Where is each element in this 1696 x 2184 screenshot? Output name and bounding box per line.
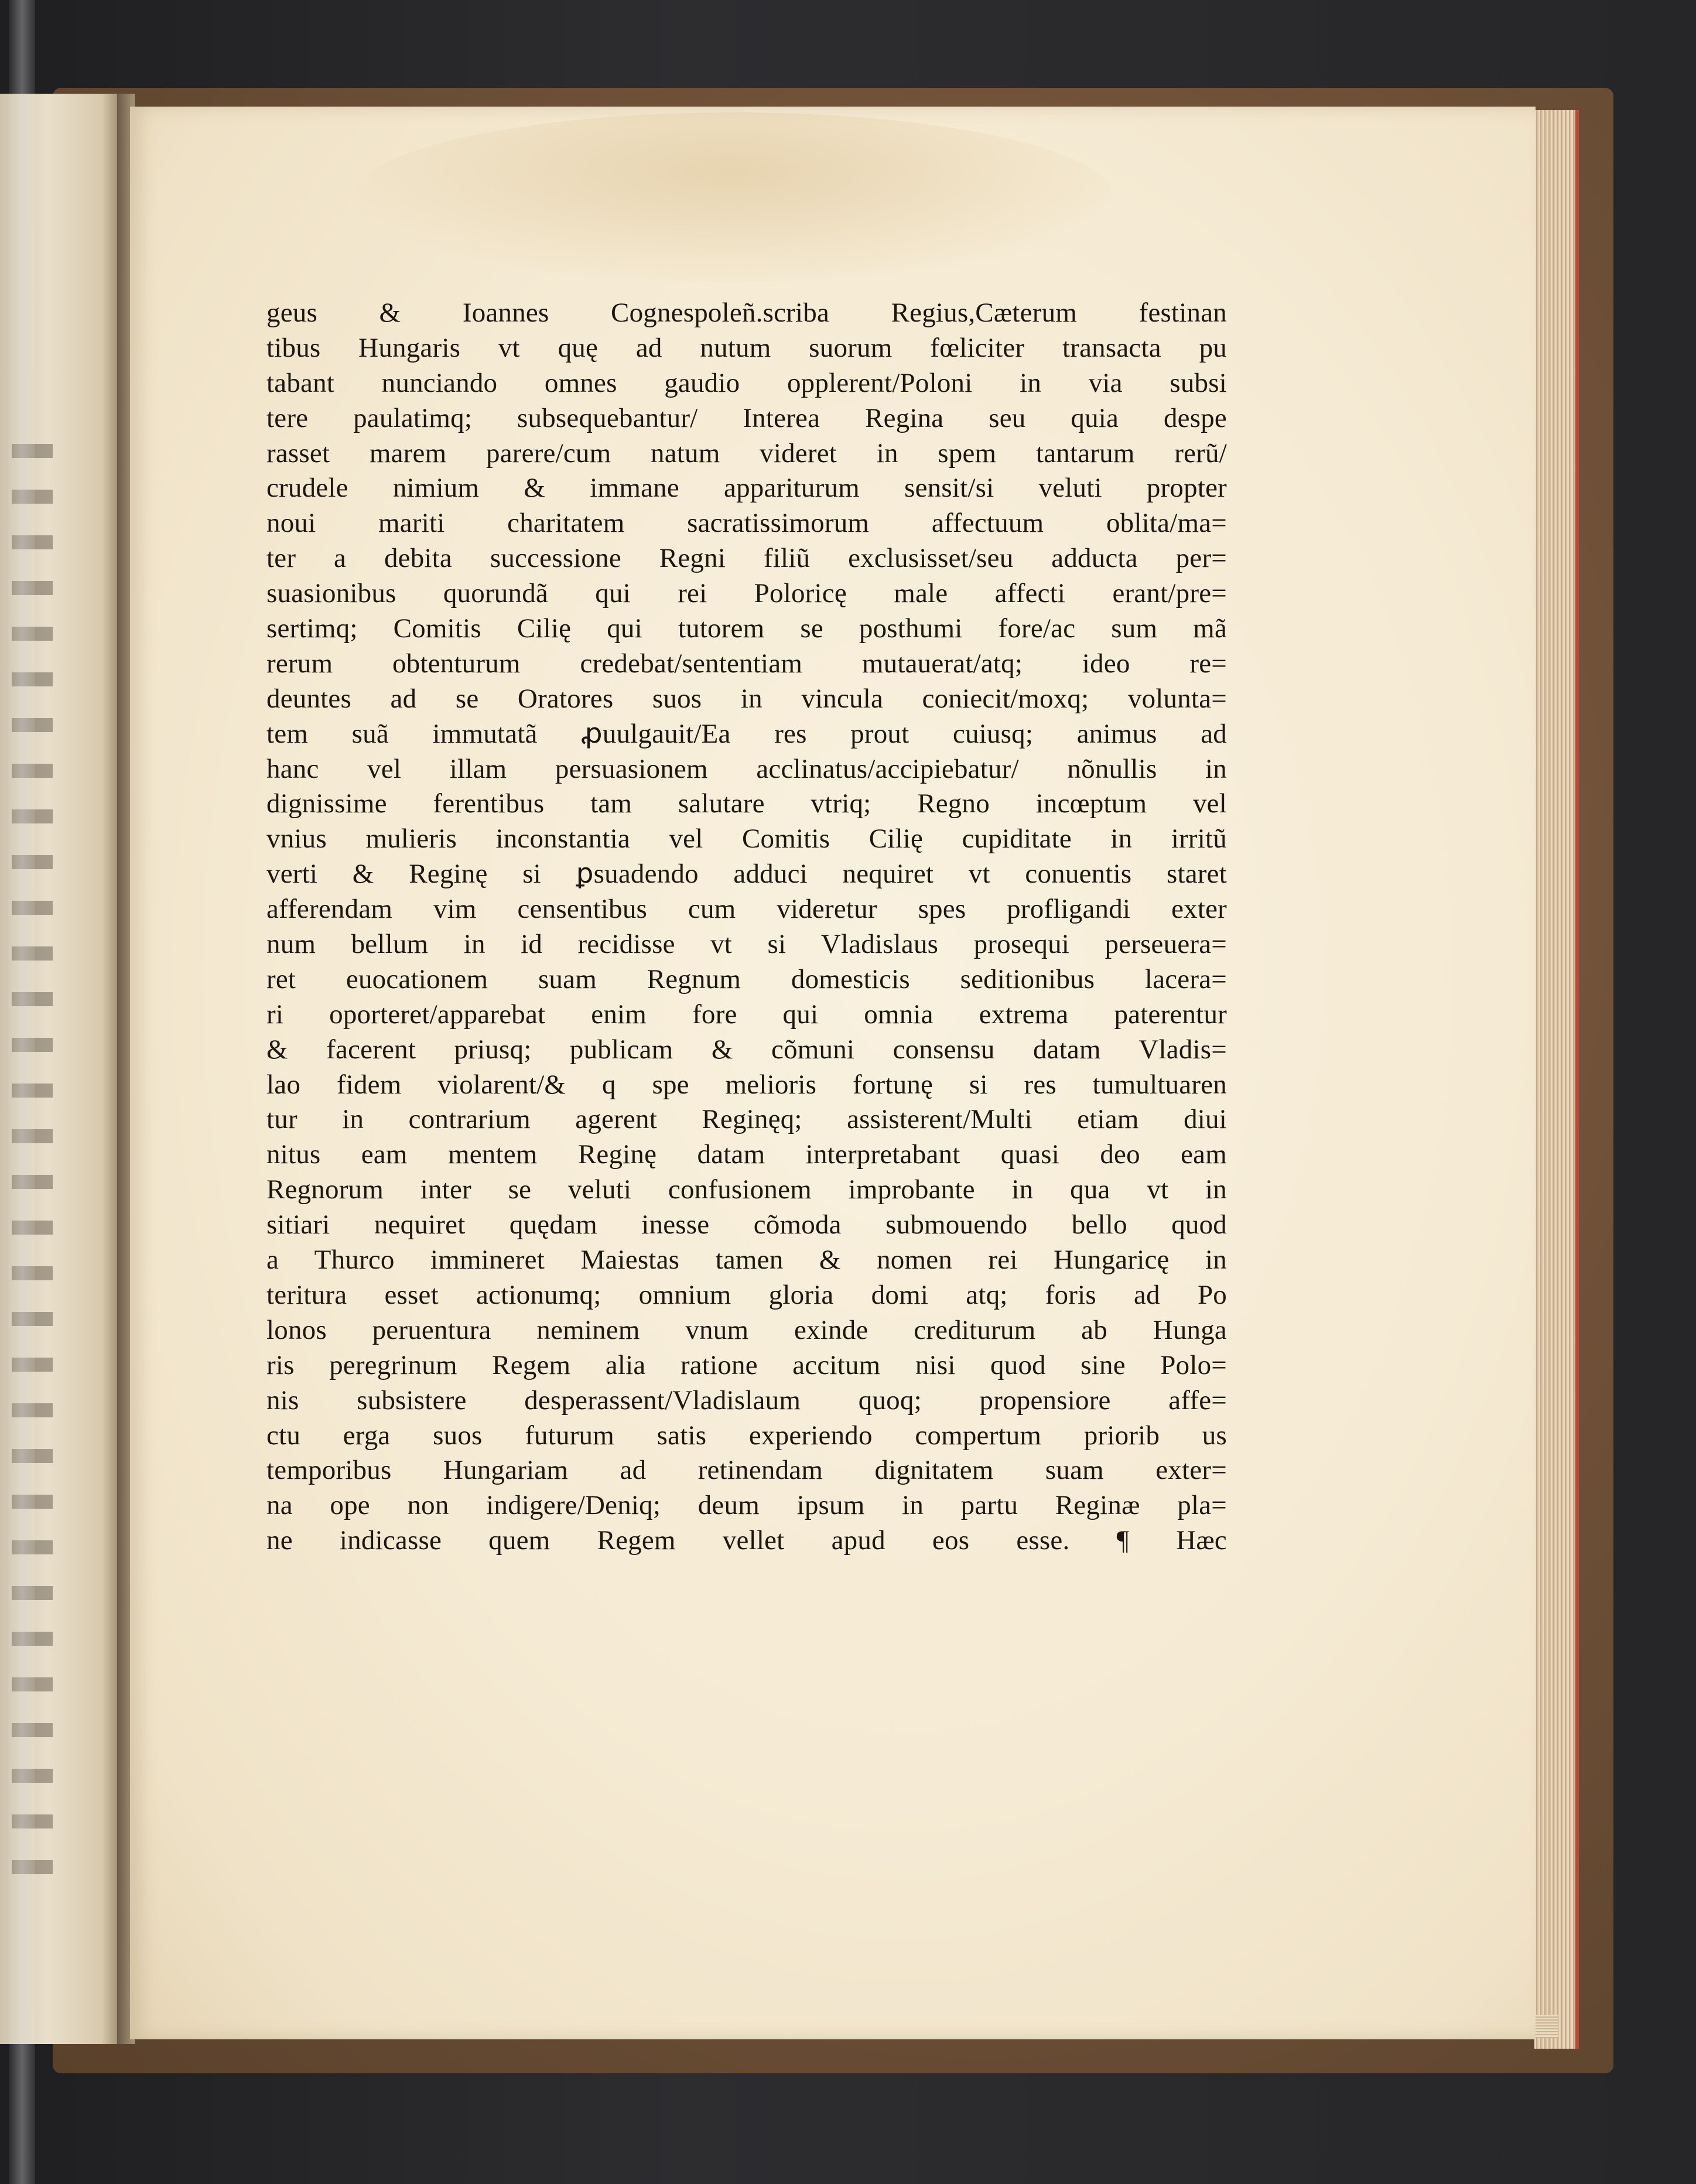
text-line: suasionibus quorundã qui rei Poloricę male affecti erant/pre= (266, 578, 1227, 609)
text-line: temporibus Hungariam ad retinendam dignitatem suam exter= (266, 1455, 1227, 1486)
text-line: rerum obtenturum credebat/sententiam mutauerat/atq; ideo re= (266, 648, 1227, 679)
text-line: ter a debita successione Regni filiũ exclusisset/seu adducta per= (266, 543, 1227, 574)
text-line: sitiari nequiret quędam inesse cõmoda submouendo bello quod (266, 1209, 1227, 1240)
text-line: verti & Reginę si ꝑsuadendo adduci nequiret vt conuentis staret (266, 859, 1227, 890)
text-line: afferendam vim censentibus cum videretur spes profligandi exter (266, 894, 1227, 925)
text-line: a Thurco immineret Maiestas tamen & nomen rei Hungaricę in (266, 1245, 1227, 1276)
water-stain (353, 112, 1114, 282)
text-line: lonos peruentura neminem vnum exinde crediturum ab Hunga (266, 1314, 1227, 1345)
text-line: ri oporteret/apparebat enim fore qui omnia extrema paterentur (266, 999, 1227, 1030)
text-line: teritura esset actionumq; omnium gloria domi atq; foris ad Po (266, 1279, 1227, 1310)
text-line: noui mariti charitatem sacratissimorum affectuum oblita/ma= (266, 508, 1227, 539)
text-line: num bellum in id recidisse vt si Vladislaus prosequi perseuera= (266, 929, 1227, 960)
text-line: hanc vel illam persuasionem acclinatus/accipiebatur/ nõnullis in (266, 753, 1227, 784)
text-line: nis subsistere desperassent/Vladislaum quoq; propensiore affe= (266, 1385, 1227, 1416)
text-line: vnius mulieris inconstantia vel Comitis Cilię cupiditate in irritũ (266, 823, 1227, 855)
text-line: tem suã immutatã ꝓuulgauit/Ea res prout cuiusq; animus ad (266, 718, 1227, 749)
text-line: ctu erga suos futurum satis experiendo compertum priorib us (266, 1420, 1227, 1451)
text-line: Regnorum inter se veluti confusionem improbante in qua vt in (266, 1174, 1227, 1205)
text-line: nitus eam mentem Reginę datam interpretabant quasi deo eam (266, 1139, 1227, 1170)
text-line: dignissime ferentibus tam salutare vtriq; Regno incœptum vel (266, 788, 1227, 819)
text-line: geus & Ioannes Cognespoleñ.scriba Regius,Cæterum festinan (266, 298, 1227, 328)
text-line: ret euocationem suam Regnum domesticis seditionibus lacera= (266, 963, 1227, 994)
text-line: tabant nunciando omnes gaudio opplerent/Poloni in via subsi (266, 367, 1227, 398)
text-line: & facerent priusq; publicam & cõmuni consensu datam Vladis= (266, 1034, 1227, 1065)
text-block (266, 296, 1227, 1558)
text-line: tibus Hungaris vt quę ad nutum suorum fœliciter transacta pu (266, 332, 1227, 363)
text-line: lao fidem violarent/& q spe melioris fortunę si res tumultuaren (266, 1069, 1227, 1100)
text-line: ris peregrinum Regem alia ratione accitum nisi quod sine Polo= (266, 1349, 1227, 1380)
text-line: crudele nimium & immane appariturum sensit/si veluti propter (266, 473, 1227, 504)
text-line: sertimq; Comitis Cilię qui tutorem se posthumi fore/ac sum mã (266, 613, 1227, 644)
text-line: tur in contrarium agerent Reginęq; assisterent/Multi etiam diui (266, 1104, 1227, 1135)
text-line: rasset marem parere/cum natum videret in spem tantarum rerũ/ (266, 438, 1227, 469)
text-line: na ope non indigere/Deniq; deum ipsum in partu Reginæ pla= (266, 1490, 1227, 1521)
binding-strip (9, 0, 35, 2184)
text-line-last: ne indicasse quem Regem vellet apud eos esse. ¶ Hæc (266, 1525, 1227, 1556)
text-line: deuntes ad se Oratores suos in vincula coniecit/moxq; volunta= (266, 683, 1227, 714)
page-edges-right (1534, 110, 1579, 2049)
text-line: tere paulatimq; subsequebantur/ Interea Regina seu quia despe (266, 402, 1227, 433)
